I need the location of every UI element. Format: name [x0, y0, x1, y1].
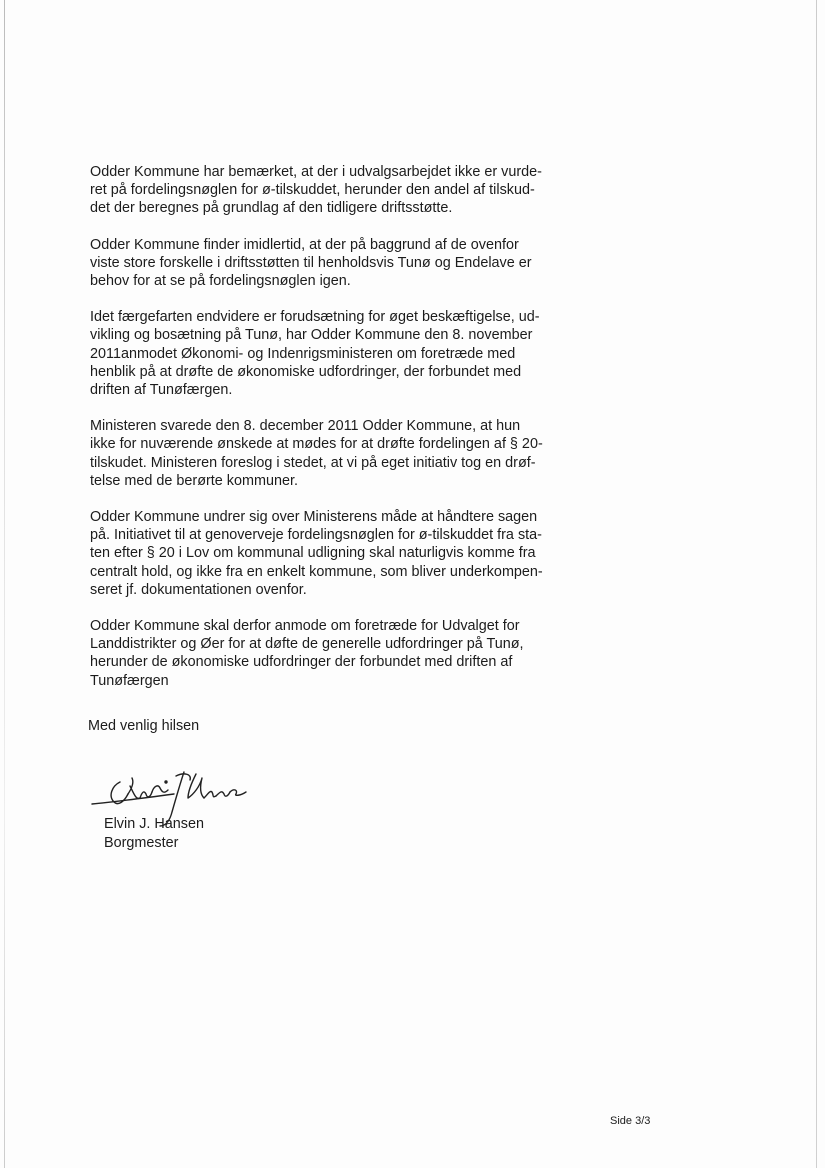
paragraph-5: Odder Kommune undrer sig over Ministerens måde at håndtere sagen på. Initiativet til at genoverveje fordelingsnøglen for ø-tilskuddet fra sta- ten efter § 20 i Lov om kommunal udligning skal naturligvis komme fra centralt hold, og ikke fra en enkelt kommune, som bliver underkompen- seret jf. dokumentationen ovenfor.	[90, 509, 543, 598]
paragraph-2: Odder Kommune finder imidlertid, at der på baggrund af de ovenfor viste store forskelle i driftsstøtten til henholdsvis Tunø og Endelave er behov for at se på fordelingsnøglen igen.	[90, 236, 532, 290]
paragraph-3: Idet færgefarten endvidere er forudsætning for øget beskæftigelse, ud- vikling og bosætning på Tunø, har Odder Kommune den 8. november 2011anmodet Økonomi- og Indenrigsministeren om foretræde med henblik på at drøfte de økonomiske udfordringer, der forbundet med driften af Tunøfærgen.	[90, 309, 540, 399]
signer-title: Borgmester	[104, 835, 179, 851]
signer-name: Elvin J. Hansen	[104, 816, 204, 832]
closing-salutation: Med venlig hilsen	[88, 718, 200, 734]
scan-edge-left	[4, 0, 5, 1168]
paragraph-6: Odder Kommune skal derfor anmode om foretræde for Udvalget for Landdistrikter og Øer for at døfte de generelle udfordringer på Tunø, herunder de økonomiske udfordringer der forbundet med driften af Tunøfærgen	[90, 618, 524, 689]
paragraph-4: Ministeren svarede den 8. december 2011 Odder Kommune, at hun ikke for nuværende ønskede at mødes for at drøfte fordelingen af § 20- tilskudet. Ministeren foreslog i stedet, at vi på eget initiativ tog en drøf- telse med de berørte kommuner.	[90, 418, 543, 489]
page-number: Side 3/3	[610, 1115, 651, 1127]
letter-body	[90, 163, 610, 708]
scan-edge-right	[816, 0, 817, 1168]
paragraph-1: Odder Kommune har bemærket, at der i udvalgsarbejdet ikke er vurde- ret på fordelingsnøglen for ø-tilskuddet, herunder den andel af tilskud- det der beregnes på grundlag af den tidligere driftsstøtte.	[90, 164, 542, 217]
